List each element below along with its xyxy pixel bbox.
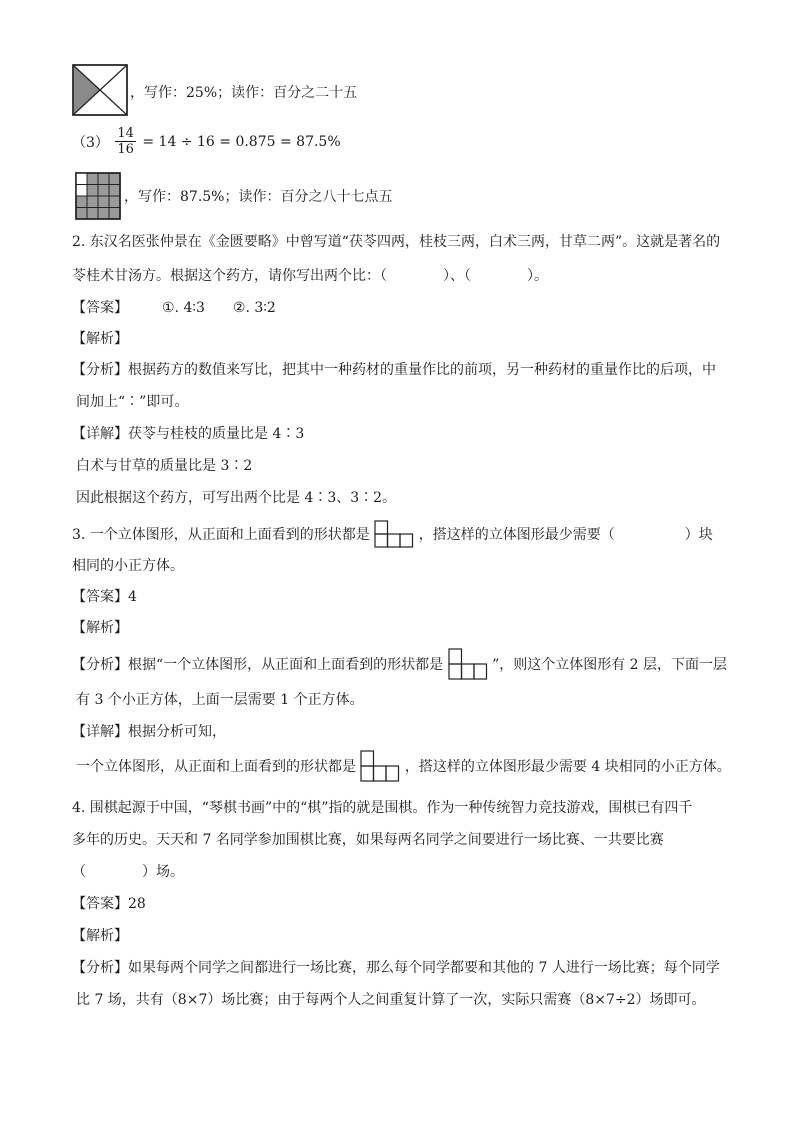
q2-jiexi-heading: 【解析】 [72, 331, 128, 347]
detail-text-b: ，搭这样的立体图形最少需要 4 块相同的小正方体。 [404, 759, 731, 775]
block-shape-icon [360, 750, 400, 782]
fraction [115, 126, 136, 157]
answer-value: ①. 4∶3 ②. 3∶2 [162, 300, 276, 316]
detail-text-a: 一个立体图形，从正面和上面看到的形状都是 [76, 759, 356, 775]
block-shape-icon [374, 520, 414, 548]
line-87-5-percent: ，写作：87.5%；读作：百分之八十七点五 [124, 189, 393, 205]
square-figure-25-percent [72, 64, 128, 120]
q4-analysis-line-1 [72, 958, 720, 978]
analysis-tag: 【分析】 [72, 362, 128, 378]
q3-text-line-1 [72, 520, 713, 548]
q2-analysis-line-1 [72, 360, 716, 380]
q4-jiexi-heading: 【解析】 [72, 928, 128, 944]
q4-text-line-1: 4. 围棋起源于中国，“琴棋书画”中的“棋”指的就是围棋。作为一种传统智力竞技游戏，围棋已有四千 [72, 800, 693, 816]
answer-tag: 【答案】 [72, 896, 128, 912]
q3-text-part-b: ，搭这样的立体图形最少需要（ ）块 [418, 527, 713, 543]
answer-value: 28 [128, 896, 146, 912]
q2-detail-line-2: 白术与甘草的质量比是 3∶2 [76, 458, 253, 474]
analysis-tag: 【分析】 [72, 960, 128, 976]
q2-answer [72, 298, 276, 318]
q2-text-line-2: 苓桂术甘汤方。根据这个药方，请你写出两个比：（ ）、（ ）。 [72, 268, 548, 284]
q2-analysis-line-2: 间加上“∶”即可。 [76, 394, 189, 410]
block-shape-icon [448, 648, 488, 680]
answer-tag: 【答案】 [72, 589, 128, 605]
q3-detail-line-1 [72, 722, 226, 742]
shaded-square-diagram [72, 64, 128, 116]
q2-detail-line-1 [72, 424, 304, 444]
fraction-expression: = 14 ÷ 16 = 0.875 = 87.5% [142, 133, 341, 150]
q4-analysis-line-2: 比 7 场，共有（8×7）场比赛；由于每两个人之间重复计算了一次，实际只需赛（8×7÷2）场即可。 [76, 992, 706, 1008]
q3-jiexi-heading: 【解析】 [72, 620, 128, 636]
analysis-text: 根据药方的数值来写比，把其中一种药材的重量作比的前项，另一种药材的重量作比的后项，中 [128, 362, 716, 378]
q4-text-line-2: 多年的历史。天天和 7 名同学参加围棋比赛，如果每两名同学之间要进行一场比赛、一共要比赛 [72, 832, 664, 848]
item-number: （3） [72, 134, 109, 151]
fraction-denominator: 16 [117, 142, 134, 157]
q3-detail-line-2 [76, 750, 731, 782]
q2-detail-line-3: 因此根据这个药方，可写出两个比是 4∶3、3∶2。 [76, 490, 397, 506]
q3-analysis-line-1 [72, 648, 727, 680]
detail-tag: 【详解】 [72, 724, 128, 740]
analysis-text: 如果每两个同学之间都进行一场比赛，那么每个同学都要和其他的 7 人进行一场比赛；每个同学 [128, 960, 720, 976]
analysis-tag: 【分析】 [72, 657, 128, 673]
fraction-numerator: 14 [117, 126, 134, 141]
q3-answer [72, 587, 137, 607]
q4-answer [72, 894, 146, 914]
detail-text: 茯苓与桂枝的质量比是 4∶3 [128, 426, 305, 442]
detail-text: 根据分析可知， [128, 724, 226, 740]
q3-text-part-a: 3. 一个立体图形，从正面和上面看到的形状都是 [72, 527, 370, 543]
answer-value: 4 [128, 589, 137, 605]
grid-figure-87-5-percent [75, 172, 121, 224]
line-25-percent: ，写作：25%；读作：百分之二十五 [130, 85, 358, 101]
q3-text-line-2: 相同的小正方体。 [72, 558, 184, 574]
answer-tag: 【答案】 [72, 300, 128, 316]
detail-tag: 【详解】 [72, 426, 128, 442]
q3-analysis-line-2: 有 3 个小正方体，上面一层需要 1 个正方体。 [76, 692, 364, 708]
shaded-grid-diagram [75, 172, 121, 220]
q2-text-line-1: 2. 东汉名医张仲景在《金匮要略》中曾写道“茯苓四两，桂枝三两，白术三两，甘草二两”。这就是著名的 [72, 234, 721, 250]
line-fraction-calc [72, 126, 341, 157]
analysis-text-a: 根据“一个立体图形，从正面和上面看到的形状都是 [128, 657, 444, 673]
analysis-text-b: ”，则这个立体图形有 2 层，下面一层 [492, 657, 728, 673]
q4-text-line-3: （ ）场。 [72, 864, 184, 880]
